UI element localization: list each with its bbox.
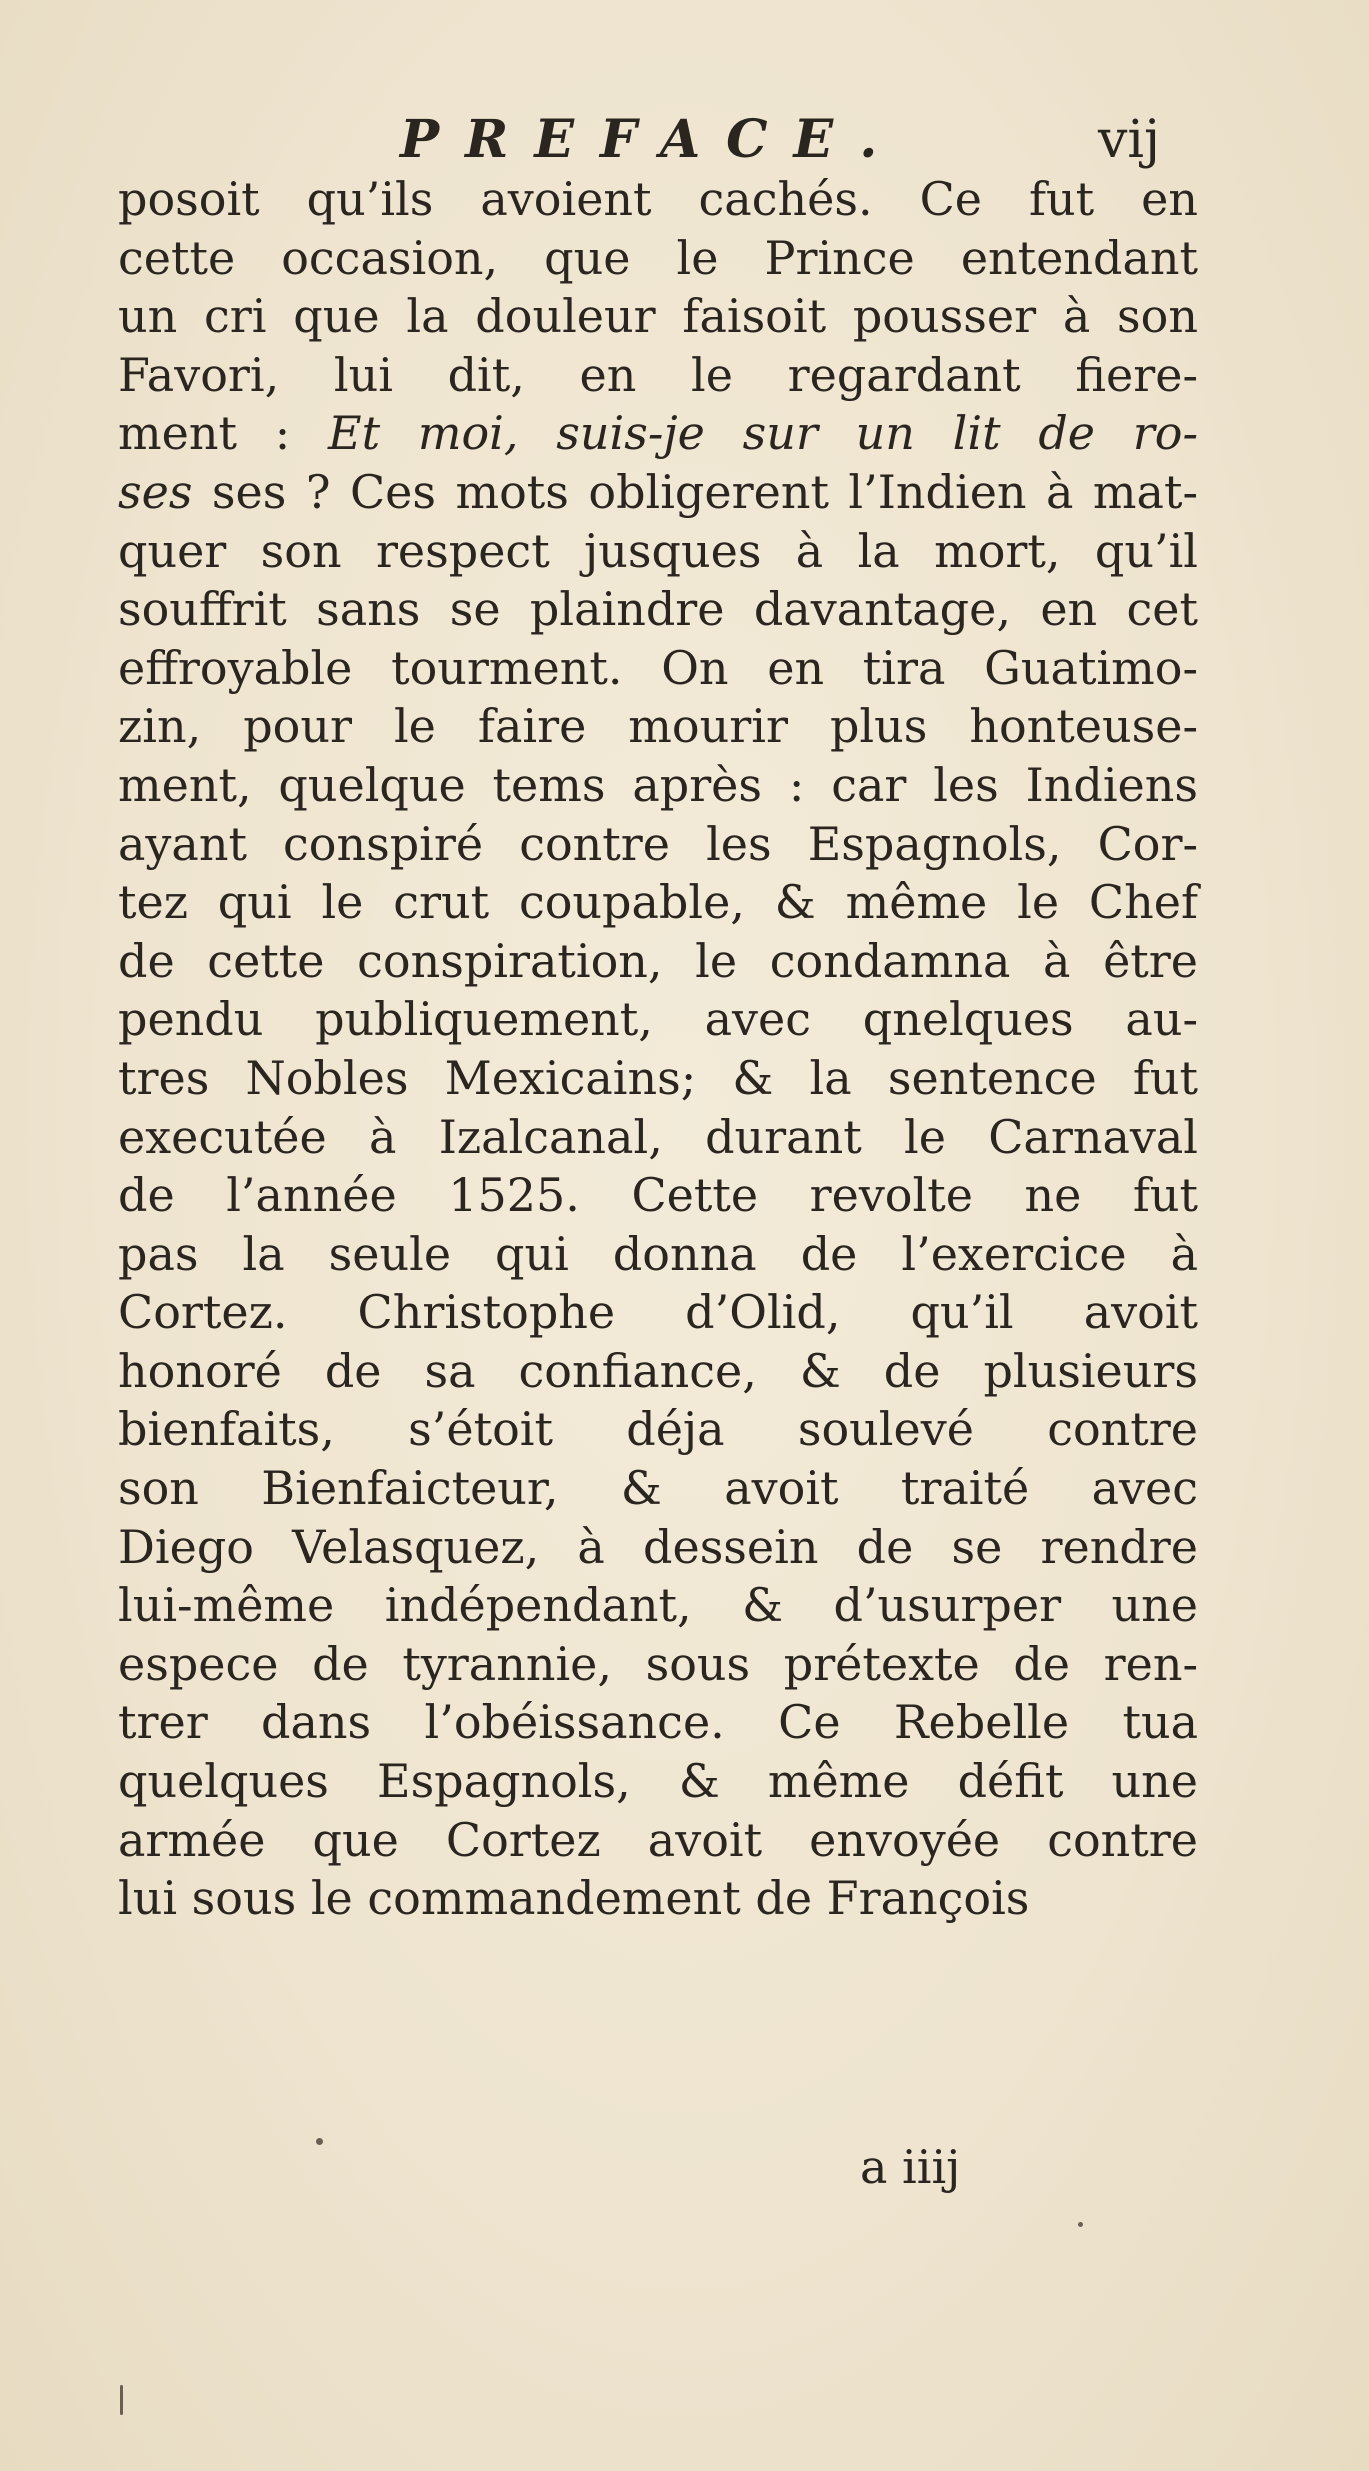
text-line: lui sous le commandement de François bbox=[118, 1871, 1030, 1926]
italic-quote: Et moi, suis-je sur un lit de ro- bbox=[328, 406, 1198, 461]
running-title: PREFACE. bbox=[400, 109, 904, 170]
text-line: souffrit sans se plaindre davantage, en cet bbox=[118, 582, 1198, 637]
text-line: Cortez. Christophe d’Olid, qu’il avoit bbox=[118, 1285, 1198, 1340]
paper-speck bbox=[120, 2385, 123, 2415]
text-line: zin, pour le faire mourir plus honteuse- bbox=[118, 699, 1198, 754]
text-line: de cette conspiration, le condamna à être bbox=[118, 933, 1198, 988]
italic-quote: ses bbox=[118, 464, 193, 519]
text-line bbox=[118, 463, 1198, 522]
text-line: quer son respect jusques à la mort, qu’il bbox=[118, 523, 1198, 578]
text-line: ment, quelque tems après : car les Indiens bbox=[118, 757, 1198, 812]
text-line: armée que Cortez avoit envoyée contre bbox=[118, 1812, 1198, 1867]
text-line bbox=[118, 404, 1198, 463]
text-line: son Bienfaicteur, & avoit traité avec bbox=[118, 1461, 1198, 1516]
text-line: pas la seule qui donna de l’exercice à bbox=[118, 1226, 1198, 1281]
text-line: ayant conspiré contre les Espagnols, Cor- bbox=[118, 816, 1198, 871]
text-line: Diego Velasquez, à dessein de se rendre bbox=[118, 1519, 1198, 1574]
text-fragment: ment : bbox=[118, 406, 291, 461]
text-line: cette occasion, que le Prince entendant bbox=[118, 230, 1198, 285]
text-line: trer dans l’obéissance. Ce Rebelle tua bbox=[118, 1695, 1198, 1750]
signature-mark: a iiij bbox=[860, 2140, 961, 2194]
text-line: tres Nobles Mexicains; & la sentence fut bbox=[118, 1050, 1198, 1105]
text-line: pendu publiquement, avec qnelques au- bbox=[118, 992, 1198, 1047]
text-line: de l’année 1525. Cette revolte ne fut bbox=[118, 1168, 1198, 1223]
text-line: executée à Izalcanal, durant le Carnaval bbox=[118, 1109, 1198, 1164]
page-number: vij bbox=[1098, 110, 1161, 170]
text-line: posoit qu’ils avoient cachés. Ce fut en bbox=[118, 172, 1198, 226]
text-line: tez qui le crut coupable, & même le Chef bbox=[118, 875, 1198, 930]
text-line: honoré de sa confiance, & de plusieurs bbox=[118, 1343, 1198, 1398]
text-line: quelques Espagnols, & même défit une bbox=[118, 1754, 1198, 1809]
text-line: Favori, lui dit, en le regardant fiere- bbox=[118, 347, 1198, 402]
text-line: bienfaits, s’étoit déja soulevé contre bbox=[118, 1402, 1198, 1457]
body-text bbox=[118, 170, 1198, 1928]
text-line: effroyable tourment. On en tira Guatimo- bbox=[118, 640, 1198, 695]
page-header bbox=[0, 0, 1369, 175]
paper-speck bbox=[1078, 2222, 1083, 2227]
text-fragment: ses ? Ces mots obligerent l’Indien à mat- bbox=[211, 464, 1198, 519]
text-line: un cri que la douleur faisoit pousser à son bbox=[118, 289, 1198, 344]
text-line: lui-même indépendant, & d’usurper une bbox=[118, 1578, 1198, 1633]
paper-speck bbox=[316, 2138, 323, 2145]
text-line: espece de tyrannie, sous prétexte de ren- bbox=[118, 1636, 1198, 1691]
